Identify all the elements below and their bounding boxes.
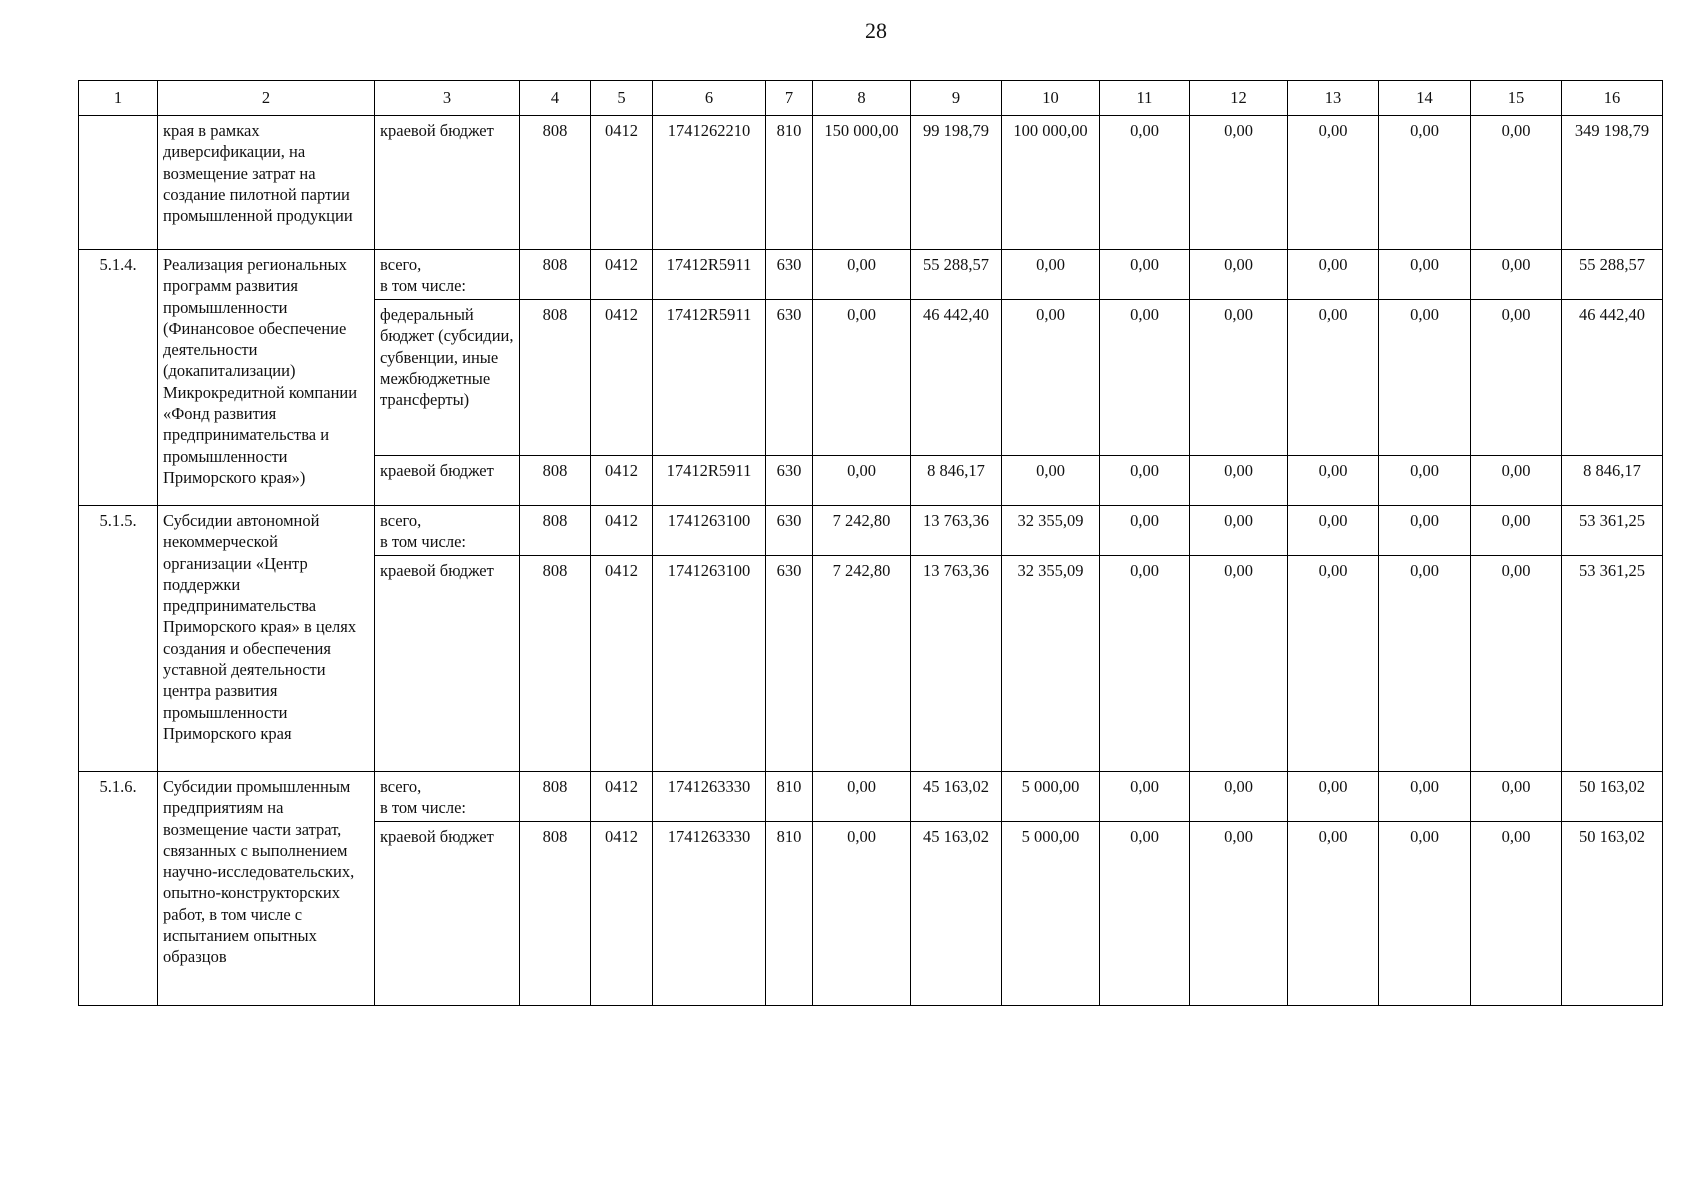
funding-source: всего, в том числе: <box>375 506 520 556</box>
column-header: 14 <box>1379 81 1471 116</box>
column-header: 2 <box>158 81 375 116</box>
cell-c6: 17412R5911 <box>653 250 766 300</box>
cell-c11: 0,00 <box>1100 116 1190 250</box>
cell-c10: 0,00 <box>1002 456 1100 506</box>
cell-c11: 0,00 <box>1100 506 1190 556</box>
row-id: 5.1.5. <box>79 506 158 772</box>
cell-c15: 0,00 <box>1471 556 1562 772</box>
column-header: 5 <box>591 81 653 116</box>
cell-c10: 0,00 <box>1002 300 1100 456</box>
cell-c16: 8 846,17 <box>1562 456 1663 506</box>
cell-c9: 45 163,02 <box>911 772 1002 822</box>
cell-c8: 0,00 <box>813 456 911 506</box>
cell-c11: 0,00 <box>1100 772 1190 822</box>
cell-c5: 0412 <box>591 822 653 1006</box>
cell-c16: 50 163,02 <box>1562 772 1663 822</box>
cell-c13: 0,00 <box>1288 300 1379 456</box>
cell-c14: 0,00 <box>1379 556 1471 772</box>
cell-c11: 0,00 <box>1100 556 1190 772</box>
funding-source: федеральный бюджет (субсидии, субвенции, иные межбюджетные трансферты) <box>375 300 520 456</box>
cell-c6: 1741263330 <box>653 822 766 1006</box>
cell-c15: 0,00 <box>1471 456 1562 506</box>
funding-source: краевой бюджет <box>375 822 520 1006</box>
cell-c8: 0,00 <box>813 822 911 1006</box>
cell-c12: 0,00 <box>1190 300 1288 456</box>
table-row <box>79 506 1663 556</box>
cell-c7: 630 <box>766 506 813 556</box>
funding-source: краевой бюджет <box>375 116 520 250</box>
cell-c11: 0,00 <box>1100 300 1190 456</box>
cell-c12: 0,00 <box>1190 556 1288 772</box>
funding-source: краевой бюджет <box>375 456 520 506</box>
table-row <box>79 250 1663 300</box>
cell-c8: 7 242,80 <box>813 556 911 772</box>
cell-c14: 0,00 <box>1379 300 1471 456</box>
cell-c5: 0412 <box>591 772 653 822</box>
table-row <box>79 772 1663 822</box>
cell-c4: 808 <box>520 556 591 772</box>
column-header: 11 <box>1100 81 1190 116</box>
cell-c15: 0,00 <box>1471 772 1562 822</box>
cell-c16: 53 361,25 <box>1562 556 1663 772</box>
cell-c6: 17412R5911 <box>653 300 766 456</box>
cell-c7: 630 <box>766 556 813 772</box>
cell-c13: 0,00 <box>1288 822 1379 1006</box>
row-id <box>79 116 158 250</box>
cell-c5: 0412 <box>591 456 653 506</box>
cell-c8: 0,00 <box>813 772 911 822</box>
cell-c4: 808 <box>520 250 591 300</box>
cell-c5: 0412 <box>591 250 653 300</box>
cell-c12: 0,00 <box>1190 250 1288 300</box>
table-row <box>79 116 1663 250</box>
cell-c6: 1741263330 <box>653 772 766 822</box>
funding-source: всего, в том числе: <box>375 250 520 300</box>
column-header: 4 <box>520 81 591 116</box>
cell-c4: 808 <box>520 116 591 250</box>
cell-c14: 0,00 <box>1379 822 1471 1006</box>
cell-c5: 0412 <box>591 556 653 772</box>
column-header: 8 <box>813 81 911 116</box>
cell-c16: 46 442,40 <box>1562 300 1663 456</box>
cell-c15: 0,00 <box>1471 116 1562 250</box>
cell-c12: 0,00 <box>1190 456 1288 506</box>
column-header: 1 <box>79 81 158 116</box>
cell-c14: 0,00 <box>1379 250 1471 300</box>
cell-c16: 349 198,79 <box>1562 116 1663 250</box>
cell-c12: 0,00 <box>1190 506 1288 556</box>
cell-c9: 45 163,02 <box>911 822 1002 1006</box>
cell-c15: 0,00 <box>1471 822 1562 1006</box>
cell-c8: 7 242,80 <box>813 506 911 556</box>
row-id: 5.1.4. <box>79 250 158 506</box>
cell-c13: 0,00 <box>1288 456 1379 506</box>
cell-c16: 53 361,25 <box>1562 506 1663 556</box>
cell-c6: 1741263100 <box>653 556 766 772</box>
cell-c13: 0,00 <box>1288 506 1379 556</box>
column-header: 15 <box>1471 81 1562 116</box>
cell-c10: 32 355,09 <box>1002 506 1100 556</box>
row-name: края в рамках диверсификации, на возмещение затрат на создание пилотной партии промышленной продукции <box>158 116 375 250</box>
cell-c7: 630 <box>766 250 813 300</box>
column-header: 9 <box>911 81 1002 116</box>
cell-c10: 32 355,09 <box>1002 556 1100 772</box>
cell-c4: 808 <box>520 300 591 456</box>
cell-c14: 0,00 <box>1379 116 1471 250</box>
cell-c11: 0,00 <box>1100 822 1190 1006</box>
cell-c13: 0,00 <box>1288 556 1379 772</box>
cell-c9: 99 198,79 <box>911 116 1002 250</box>
cell-c6: 1741263100 <box>653 506 766 556</box>
cell-c5: 0412 <box>591 300 653 456</box>
cell-c10: 100 000,00 <box>1002 116 1100 250</box>
cell-c14: 0,00 <box>1379 456 1471 506</box>
column-header: 7 <box>766 81 813 116</box>
cell-c15: 0,00 <box>1471 250 1562 300</box>
column-header: 10 <box>1002 81 1100 116</box>
cell-c7: 630 <box>766 456 813 506</box>
column-header: 12 <box>1190 81 1288 116</box>
row-id: 5.1.6. <box>79 772 158 1006</box>
column-header: 16 <box>1562 81 1663 116</box>
cell-c9: 13 763,36 <box>911 506 1002 556</box>
header-row <box>79 81 1663 116</box>
cell-c14: 0,00 <box>1379 506 1471 556</box>
cell-c14: 0,00 <box>1379 772 1471 822</box>
cell-c9: 46 442,40 <box>911 300 1002 456</box>
page-number: 28 <box>865 18 887 43</box>
column-header: 13 <box>1288 81 1379 116</box>
cell-c11: 0,00 <box>1100 456 1190 506</box>
cell-c8: 0,00 <box>813 250 911 300</box>
cell-c9: 55 288,57 <box>911 250 1002 300</box>
cell-c4: 808 <box>520 506 591 556</box>
cell-c12: 0,00 <box>1190 772 1288 822</box>
cell-c10: 5 000,00 <box>1002 822 1100 1006</box>
budget-table <box>78 80 1663 1006</box>
cell-c13: 0,00 <box>1288 250 1379 300</box>
funding-source: краевой бюджет <box>375 556 520 772</box>
cell-c6: 17412R5911 <box>653 456 766 506</box>
cell-c11: 0,00 <box>1100 250 1190 300</box>
cell-c6: 1741262210 <box>653 116 766 250</box>
cell-c12: 0,00 <box>1190 116 1288 250</box>
cell-c16: 50 163,02 <box>1562 822 1663 1006</box>
cell-c5: 0412 <box>591 506 653 556</box>
cell-c15: 0,00 <box>1471 506 1562 556</box>
row-name: Субсидии автономной некоммерческой организации «Центр поддержки предпринимательства Приморского края» в целях создания и обеспечения уставной деятельности центра развития промышленности Приморского края <box>158 506 375 772</box>
cell-c9: 13 763,36 <box>911 556 1002 772</box>
cell-c13: 0,00 <box>1288 116 1379 250</box>
cell-c5: 0412 <box>591 116 653 250</box>
cell-c13: 0,00 <box>1288 772 1379 822</box>
row-name: Реализация региональных программ развития промышленности (Финансовое обеспечение деятельности (докапитализации) Микрокредитной компании «Фонд развития предпринимательства и промышленности Приморского края») <box>158 250 375 506</box>
row-name: Субсидии промышленным предприятиям на возмещение части затрат, связанных с выполнением научно-исследовательских, опытно-конструкторских работ, в том числе с испытанием опытных образцов <box>158 772 375 1006</box>
cell-c9: 8 846,17 <box>911 456 1002 506</box>
cell-c12: 0,00 <box>1190 822 1288 1006</box>
cell-c15: 0,00 <box>1471 300 1562 456</box>
cell-c7: 630 <box>766 300 813 456</box>
cell-c10: 5 000,00 <box>1002 772 1100 822</box>
cell-c4: 808 <box>520 772 591 822</box>
cell-c8: 150 000,00 <box>813 116 911 250</box>
cell-c7: 810 <box>766 116 813 250</box>
funding-source: всего, в том числе: <box>375 772 520 822</box>
cell-c8: 0,00 <box>813 300 911 456</box>
cell-c4: 808 <box>520 822 591 1006</box>
cell-c4: 808 <box>520 456 591 506</box>
cell-c7: 810 <box>766 822 813 1006</box>
column-header: 3 <box>375 81 520 116</box>
cell-c16: 55 288,57 <box>1562 250 1663 300</box>
cell-c7: 810 <box>766 772 813 822</box>
column-header: 6 <box>653 81 766 116</box>
cell-c10: 0,00 <box>1002 250 1100 300</box>
